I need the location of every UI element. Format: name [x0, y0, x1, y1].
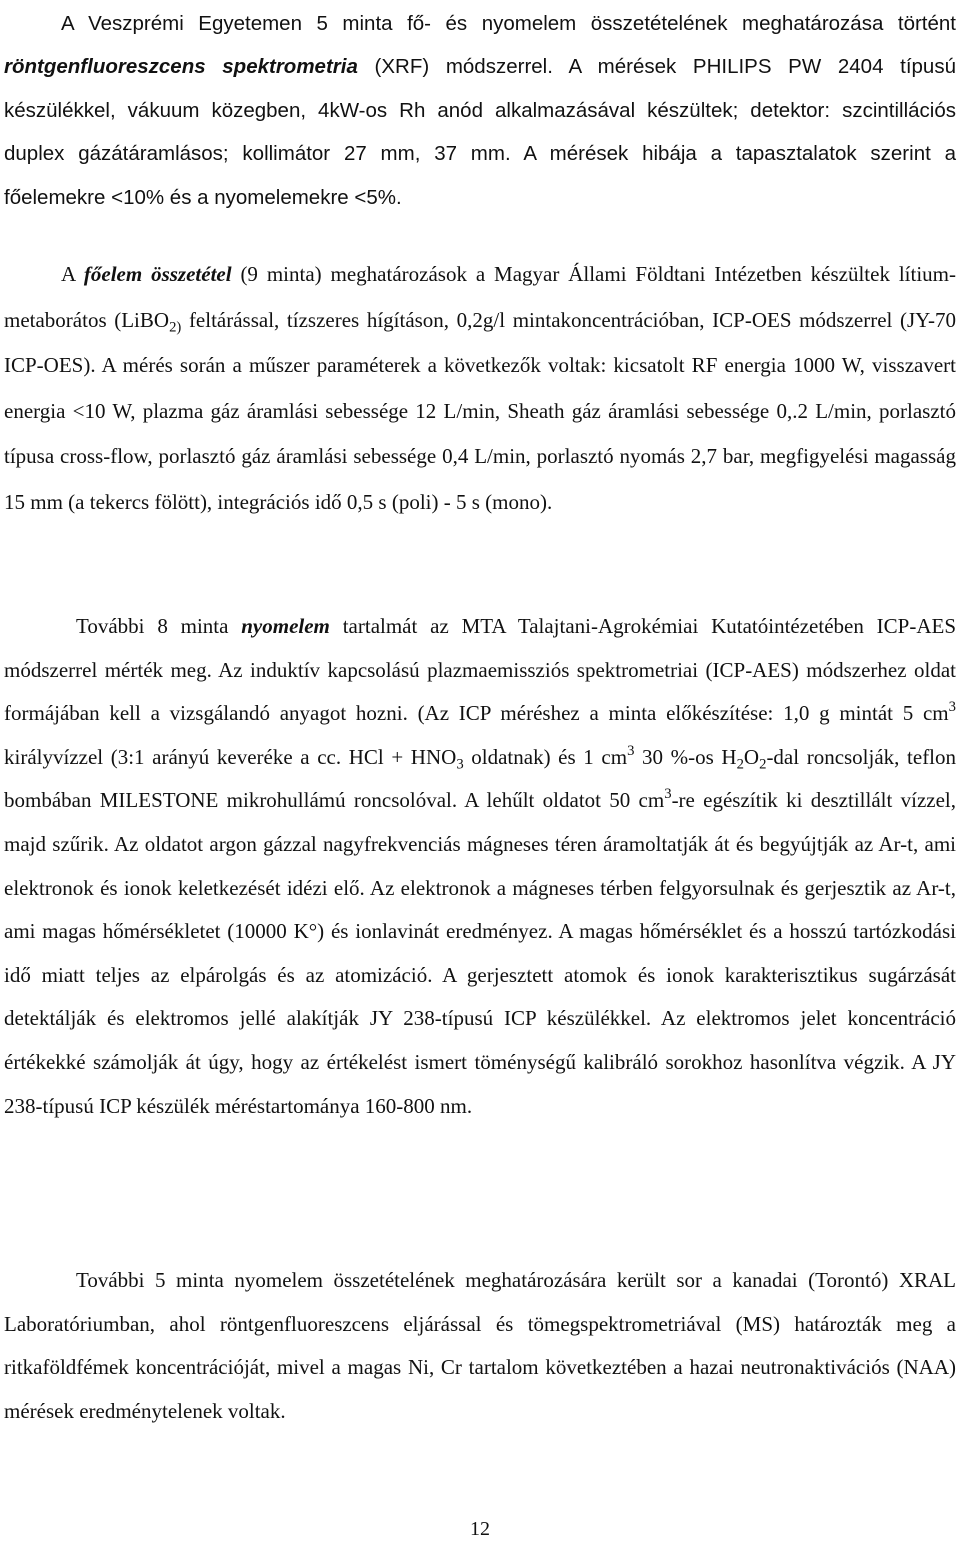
superscript: 3 [664, 786, 672, 803]
subscript: 2 [736, 756, 744, 773]
text-run: -dal roncsolják, teflon bombában MILESTONE mikrohullámú roncsolóval. A lehűlt oldatot 50 cm [4, 744, 957, 813]
text-run: feltárással, tízszeres hígításon, 0,2g/l mintakoncentrációban, ICP-OES módszerrel (JY-70 ICP-OES). A mérés során a műszer paraméterek a következők voltak: kicsatolt RF energia 1000 W, visszavert energia <10 W, plazma gáz áramlási sebessége 12 L/min, Sheath gáz áramlási sebessége 0,.2 L/min, porlasztó típusa cross-flow, porlasztó gáz áramlási sebessége 0,4 L/min, porlasztó nyomás 2,7 bar, megfigyelési magasság 15 mm (a tekercs fölött), integrációs idő 0,5 s (poli) - 5 s (mono). [4, 307, 956, 514]
text-run: A Veszprémi Egyetemen 5 minta fő- és nyomelem összetételének meghatározása történt [61, 12, 956, 35]
paragraph-xrf [4, 2, 956, 219]
text-run: (9 minta) meghatározások a Magyar Állami Földtani Intézetben készültek lítium-metaborátos (LiBO [4, 262, 956, 332]
text-run: oldatnak) és 1 cm [463, 744, 628, 769]
paragraph-major-elements [4, 252, 956, 526]
subscript: 2 [759, 756, 767, 773]
text-run: További 5 minta nyomelem összetételének meghatározására került sor a kanadai (Torontó) XRAL Laboratóriumban, ahol röntgenfluoreszcens eljárással és tömegspektrometriával (MS) határozták meg a ritkaföldfémek koncentrációját, mivel a magas Ni, Cr tartalom következtében a hazai neutronaktivációs (NAA) mérések eredménytelenek voltak. [4, 1268, 956, 1423]
text-run: -re egészítik ki desztillált vízzel, majd szűrik. Az oldatot argon gázzal nagyfrekvenciás mágneses téren áramoltatják át és begyújtják az Ar-t, ami elektronok és ionok keletkezését idézi elő. Az elektronok a mágneses térben felgyorsulnak és gerjesztik az Ar-t, ami magas hőmérsékletet (10000 K°) és ionlavinát eredményez. A magas hőmérséklet és a hosszú tartózkodási idő miatt teljes az elpárolgás és az atomizáció. A gerjesztett atomok és ionok karakterisztikus sugárzását detektálják és elektromos jellé alakítják JY 238-típusú ICP készülékkel. Az elektromos jelet koncentráció értékekké számolják át úgy, hogy az értékelést ismert töménységű kalibráló sorokhoz hasonlítva végzik. A JY 238-típusú ICP készülék méréstartománya 160-800 nm. [4, 788, 956, 1118]
emphasis-xrf: röntgenfluoreszcens spektrometria [4, 55, 358, 79]
superscript: 3 [627, 742, 635, 759]
subscript: 2) [169, 319, 182, 335]
text-run: A [61, 262, 84, 286]
page-number: 12 [470, 1518, 490, 1540]
subscript: 3 [456, 756, 464, 773]
text-run: 30 %-os H [634, 744, 737, 769]
superscript: 3 [948, 699, 956, 716]
text-run: királyvízzel (3:1 arányú keveréke a cc. HCl + HNO [4, 744, 457, 769]
text-run: (XRF) módszerrel. A mérések PHILIPS PW 2404 típusú készülékkel, vákuum közegben, 4kW-os Rh anód alkalmazásával készültek; detektor: szcintillációs duplex gázátáramlásos; kollimátor 27 mm, 37 mm. A mérések hibája a tapasztalatok szerint a főelemekre <10% és a nyomelemekre <5%. [4, 55, 956, 209]
emphasis-major-elements: főelem összetétel [83, 262, 232, 286]
text-run: tartalmát az MTA Talajtani-Agrokémiai Kutatóintézetében ICP-AES módszerrel mérték meg. Az induktív kapcsolású plazmaemissziós spektrometriai (ICP-AES) módszerhez oldat formájában kell a vizsgálandó anyagot hozni. (Az ICP méréshez a minta előkészítése: 1,0 g mintát 5 cm [4, 614, 956, 726]
paragraph-trace-elements-icp [4, 605, 956, 1128]
paragraph-xral-lab [4, 1259, 956, 1433]
emphasis-trace-elements: nyomelem [241, 614, 330, 638]
text-run: További 8 minta [76, 614, 242, 638]
text-run: O [743, 744, 760, 769]
